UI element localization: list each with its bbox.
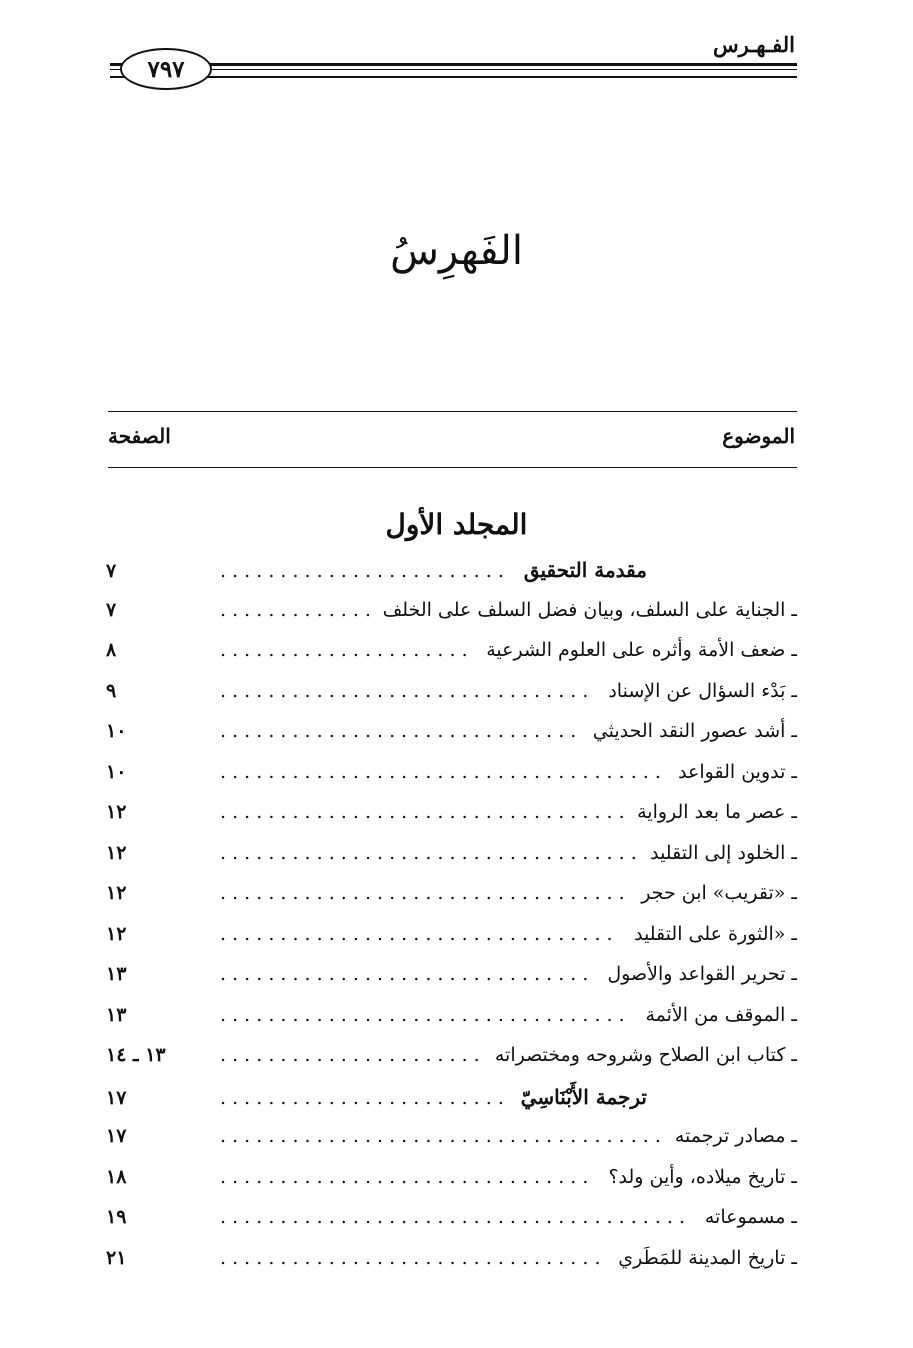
toc-entry-row [106, 923, 797, 964]
toc-entry-page: ٢١ [106, 1246, 127, 1269]
toc-entry-title: ـ الموقف من الأئمة [645, 1003, 797, 1026]
toc-entry-page: ١٩ [106, 1206, 127, 1228]
toc-entry-title: ـ أشد عصور النقد الحديثي [592, 720, 797, 742]
toc-entry-page: ١٢ [106, 882, 127, 904]
toc-entry-row [106, 1125, 797, 1166]
toc-leader-dots [220, 599, 369, 621]
column-header-rule-bottom [108, 467, 797, 468]
toc-entry-page: ١٢ [106, 801, 127, 823]
toc-entry-page: ٨ [106, 639, 117, 661]
toc-leader-dots [220, 842, 636, 864]
toc-entry-row [106, 680, 797, 721]
toc-leader-dots [220, 560, 510, 582]
column-header-topic: الموضوع [722, 424, 795, 448]
toc-leader-dots [220, 963, 593, 985]
page-title: الفَهرِسُ [390, 228, 523, 274]
toc-entry-page: ١٢ [106, 922, 127, 945]
toc-entry-row [106, 801, 797, 842]
toc-entry-row [106, 599, 797, 640]
running-title: الفـهـرس [712, 32, 795, 57]
toc-entry-row [106, 882, 797, 923]
toc-leader-dots [220, 680, 594, 702]
toc-leader-dots [220, 1004, 631, 1026]
toc-entry-page: ١٠ [106, 760, 127, 783]
toc-entry-row [106, 1044, 797, 1085]
toc-entry-title: ـ تحرير القواعد والأصول [607, 963, 797, 985]
toc-entry-title: مقدمة التحقيق [523, 558, 647, 582]
toc-entry-title: ـ كتاب ابن الصلاح وشروحه ومختصراته [494, 1044, 797, 1066]
toc-entry-row [106, 1166, 797, 1207]
toc-entry-title: ـ «تقريب» ابن حجر [641, 882, 797, 904]
toc-leader-dots [220, 923, 620, 945]
toc-entry-row [106, 1247, 797, 1288]
column-header-rule-top [108, 411, 797, 412]
toc-leader-dots [220, 1166, 594, 1188]
toc-leader-dots [220, 882, 627, 904]
toc-entry-title: ـ عصر ما بعد الرواية [637, 801, 797, 823]
toc-entry-title: ـ الجناية على السلف، وبيان فضل السلف على الخلف [382, 598, 797, 621]
table-of-contents [106, 558, 797, 1287]
toc-entry-page: ١٧ [106, 1086, 127, 1109]
toc-entry-page: ١٨ [106, 1165, 127, 1188]
toc-entry-title: ـ ضعف الأمة وأثره على العلوم الشرعية [486, 639, 797, 661]
toc-section-row [106, 1085, 797, 1126]
toc-leader-dots [220, 801, 623, 823]
toc-leader-dots [220, 761, 664, 783]
toc-entry-page: ٧ [106, 560, 117, 582]
toc-entry-row [106, 720, 797, 761]
toc-entry-page: ٧ [106, 598, 117, 621]
header-rule [110, 63, 797, 78]
toc-entry-title: ـ تاريخ ميلاده، وأين ولد؟ [608, 1165, 797, 1188]
toc-entry-page: ١٣ ـ ١٤ [106, 1044, 166, 1066]
toc-entry-row [106, 1004, 797, 1045]
toc-entry-title: ـ «الثورة على التقليد [634, 922, 797, 945]
toc-entry-page: ٩ [106, 679, 117, 702]
toc-entry-page: ١٣ [106, 1003, 127, 1026]
toc-section-row [106, 558, 797, 599]
toc-leader-dots [220, 1044, 481, 1066]
toc-entry-title: ترجمة الأَبْنَاسِيّ [520, 1084, 647, 1109]
toc-entry-row [106, 639, 797, 680]
toc-leader-dots [220, 1247, 604, 1269]
page-number-badge [120, 48, 212, 90]
toc-leader-dots [220, 1206, 691, 1228]
toc-leader-dots [220, 1087, 507, 1109]
toc-entry-title: ـ بَدْء السؤال عن الإسناد [608, 679, 797, 702]
toc-entry-title: ـ مصادر ترجمته [674, 1125, 797, 1147]
toc-entry-row [106, 842, 797, 883]
toc-entry-page: ١٣ [106, 963, 127, 985]
toc-leader-dots [220, 1125, 661, 1147]
toc-leader-dots [220, 720, 579, 742]
column-header-page: الصفحة [108, 424, 171, 448]
toc-entry-page: ١٢ [106, 841, 127, 864]
toc-entry-page: ١٧ [106, 1125, 127, 1147]
toc-entry-title: ـ تاريخ المدينة للمَطَري [618, 1246, 797, 1269]
toc-entry-title: ـ تدوين القواعد [678, 760, 797, 783]
toc-entry-row [106, 761, 797, 802]
toc-entry-row [106, 963, 797, 1004]
toc-leader-dots [220, 639, 472, 661]
page-number: ٧٩٧ [147, 55, 185, 83]
toc-entry-row [106, 1206, 797, 1247]
volume-title: المجلد الأول [385, 508, 528, 541]
toc-entry-page: ١٠ [106, 720, 127, 742]
toc-entry-title: ـ الخلود إلى التقليد [650, 841, 797, 864]
toc-entry-title: ـ مسموعاته [704, 1206, 797, 1228]
